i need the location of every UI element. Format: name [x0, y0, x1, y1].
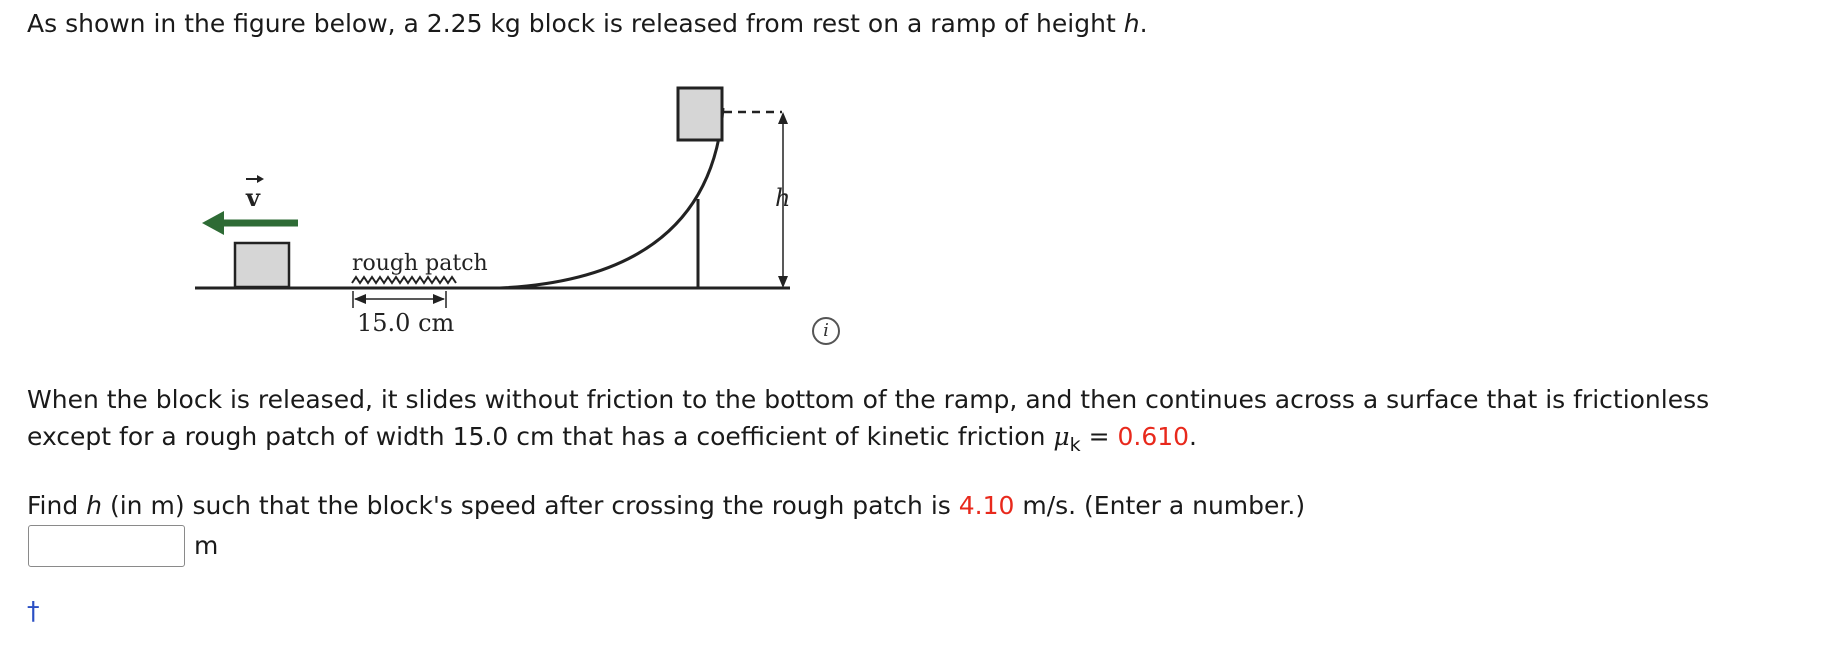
info-icon[interactable]: i: [812, 317, 840, 345]
paragraph-line-1: [27, 382, 1709, 418]
question-part-a: Find: [27, 491, 87, 520]
paragraph-line-2: [27, 419, 1197, 463]
speed-value: 4.10: [958, 491, 1015, 520]
equals-sign: =: [1080, 422, 1118, 451]
question-part-c: m/s. (Enter a number.): [1014, 491, 1306, 520]
paragraph-line-1-text: When the block is released, it slides without friction to the bottom of the ramp, and then continues across a surface that is frictionless: [27, 385, 1710, 414]
answer-input[interactable]: [28, 525, 185, 567]
answer-row: [28, 525, 218, 567]
mu-value: 0.610: [1117, 422, 1190, 451]
intro-part1: As shown in the figure below, a 2.25 kg block is released from rest on a ramp of height: [27, 9, 1124, 38]
ramp-figure: [190, 78, 850, 358]
velocity-label: v: [246, 183, 260, 212]
mu-symbol: μ: [1053, 422, 1070, 451]
width-arrow-right: [433, 294, 445, 304]
question-text: [27, 488, 1305, 524]
paragraph-line-2-text: except for a rough patch of width 15.0 cm that has a coefficient of kinetic friction: [27, 422, 1054, 451]
rough-patch-squiggle: [352, 277, 456, 283]
height-arrow-top: [778, 112, 788, 124]
height-arrow-bottom: [778, 276, 788, 288]
intro-part2: .: [1139, 9, 1148, 38]
top-block: [678, 88, 722, 140]
paragraph-line-2-end: .: [1189, 422, 1197, 451]
rough-patch-label: rough patch: [352, 251, 488, 276]
height-label: h: [775, 184, 791, 212]
velocity-vector-bar-head: [257, 175, 264, 183]
width-arrow-left: [354, 294, 366, 304]
bottom-block: [235, 243, 289, 287]
mu-subscript: k: [1069, 434, 1081, 456]
question-h-variable: h: [86, 491, 103, 520]
intro-text: [27, 6, 1148, 42]
footnote-dagger-link[interactable]: †: [27, 596, 40, 625]
velocity-arrow-head: [202, 211, 224, 235]
intro-h-variable: h: [1123, 9, 1140, 38]
answer-unit: m: [194, 531, 219, 560]
question-part-b: (in m) such that the block's speed after crossing the rough patch is: [102, 491, 959, 520]
width-label: 15.0 cm: [357, 309, 455, 337]
